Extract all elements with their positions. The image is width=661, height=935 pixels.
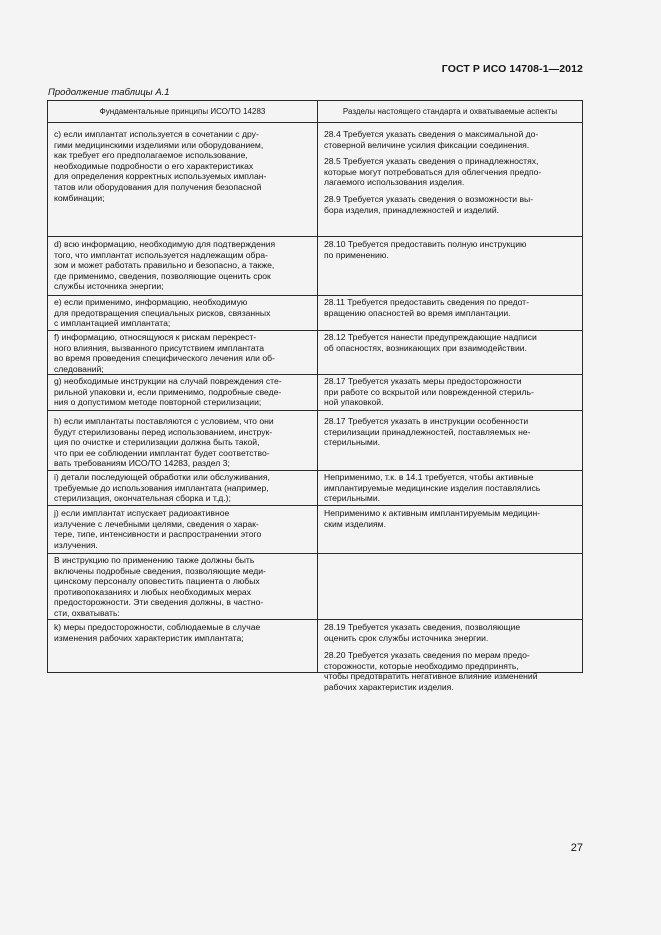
- section-28-9: 28.9 Требуется указать сведения о возможности вы- бора изделия, принадлежностей и изделий.: [324, 194, 534, 215]
- page-number: 27: [570, 842, 583, 854]
- row-divider: [48, 295, 317, 296]
- sections-cell: [318, 123, 583, 692]
- principle-f: f) информацию, относящуюся к рискам перекрест- ного влияния, вызванного присутствием имплантата во время проведения специфического лечения или об- следований;: [54, 332, 275, 374]
- requirements-table: [47, 100, 583, 692]
- section-28-20: 28.20 Требуется указать сведения по мерам предо- сторожности, которые необходимо предпринять, чтобы предотвратить негативное влияние изменений рабочих характеристик изделия.: [324, 650, 538, 692]
- row-divider: [318, 470, 582, 471]
- row-divider: [48, 505, 317, 506]
- principle-c: с) если имплантат используется в сочетании с дру- гими медицинскими изделиями или оборудованием, как требует его предполагаемое использование, необходимые подробности о его характеристиках для определения корректных используемых имплан- татов или оборудования для получения безопасной комбинации;: [54, 129, 267, 203]
- row-divider: [48, 553, 317, 554]
- row-divider: [318, 374, 582, 375]
- row-divider: [48, 619, 317, 620]
- column-header-sections: Разделы настоящего стандарта и охватываемые аспекты: [318, 101, 583, 123]
- column-header-principles: Фундаментальные принципы ИСО/ТО 14283: [48, 101, 318, 123]
- not-applicable-sterile: Неприменимо, т.к. в 14.1 требуется, чтобы активные имплантируемые медицинские изделия поставлялись стерильными.: [324, 472, 541, 504]
- section-28-4: 28.4 Требуется указать сведения о максимальной до- стоверной величине усилия фиксации соединения.: [324, 129, 539, 150]
- section-28-11: 28.11 Требуется предоставить сведения по предот- вращению опасностей во время имплантации.: [324, 297, 529, 318]
- row-divider: [318, 553, 582, 554]
- not-applicable-radiation: Неприменимо к активным имплантируемым медицин- ским изделиям.: [324, 508, 541, 529]
- row-divider: [318, 330, 582, 331]
- row-divider: [48, 330, 317, 331]
- principle-i: i) детали последующей обработки или обслуживания, требуемые до использования имплантата (например, стерилизация, окончательная сборка и т.д.);: [54, 472, 270, 504]
- principle-g: g) необходимые инструкции на случай повреждения сте- рильной упаковки и, если применимо, подробные сведе- ния о допустимом методе повторной стерилизации;: [54, 376, 282, 408]
- principle-j: j) если имплантат испускает радиоактивное излучение с лечебными целями, сведения о харак- тере, типе, интенсивности и распространении этого излучения.: [54, 508, 262, 550]
- table-header-row: [48, 101, 583, 123]
- row-divider: [318, 505, 582, 506]
- row-divider: [48, 410, 317, 411]
- principle-d: d) всю информацию, необходимую для подтверждения того, что имплантат используется надлежащим обра- зом и может работать правильно и безопасно, а также, где применимо, сведения, позволяющие оценить срок службы источника энергии;: [54, 239, 276, 292]
- row-divider: [318, 619, 582, 620]
- section-28-5: 28.5 Требуется указать сведения о принадлежностях, которые могут потребоваться для облегчения предпо- лагаемого использования изделия.: [324, 156, 542, 188]
- principle-e: е) если применимо, информацию, необходимую для предотвращения специальных рисков, связанных с имплантацией имплантата;: [54, 297, 271, 329]
- row-divider: [318, 295, 582, 296]
- table-caption: Продолжение таблицы А.1: [48, 87, 170, 98]
- row-divider: [318, 236, 582, 237]
- row-divider: [48, 236, 317, 237]
- document-header: ГОСТ Р ИСО 14708-1—2012: [441, 63, 583, 75]
- principles-cell: [48, 123, 318, 673]
- principle-k: k) меры предосторожности, соблюдаемые в случае изменения рабочих характеристик имплантата;: [54, 622, 261, 643]
- section-28-19: 28.19 Требуется указать сведения, позволяющие оценить срок службы источника энергии.: [324, 622, 521, 643]
- row-divider: [48, 470, 317, 471]
- section-28-12: 28.12 Требуется нанести предупреждающие надписи об опасностях, возникающих при взаимодействии.: [324, 332, 537, 353]
- row-divider: [48, 374, 317, 375]
- instructions-paragraph: В инструкцию по применению также должны быть включены подробные сведения, позволяющие меди- цинскому персоналу оповестить пациента о любых противопоказаниях и любых необходимых мерах предосторожности. Эти сведения должны, в частно- сти, охватывать:: [54, 555, 266, 618]
- section-28-17-packaging: 28.17 Требуется указать меры предосторожности при работе со вскрытой или поврежденной стериль- ной упаковкой.: [324, 376, 534, 408]
- section-28-10: 28.10 Требуется предоставить полную инструкцию по применению.: [324, 239, 527, 260]
- principle-h: h) если имплантаты поставляются с условием, что они будут стерилизованы перед использованием, инструк- ция по очистке и стерилизации должна быть такой, что при ее соблюдении имплантат будет соответство- вать требованиям ИСО/ТО 14283, раздел 3;: [54, 416, 274, 469]
- section-28-17-sterilization: 28.17 Требуется указать в инструкции особенности стерилизации принадлежностей, поставляемых не- стерильными.: [324, 416, 531, 448]
- row-divider: [318, 410, 582, 411]
- table-body-row: [48, 123, 583, 673]
